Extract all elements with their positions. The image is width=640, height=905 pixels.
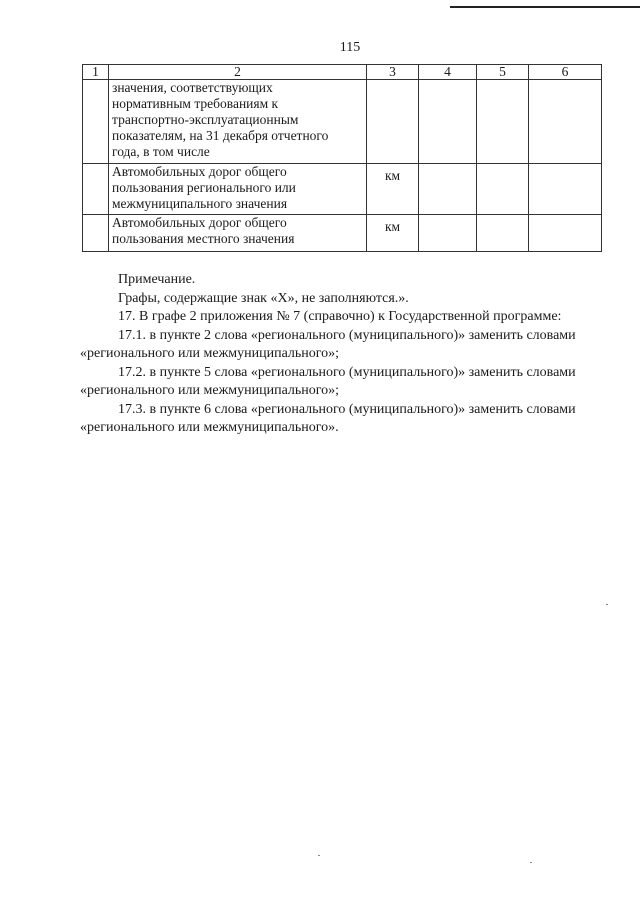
cell-line: года, в том числе <box>112 144 210 159</box>
table-row <box>83 80 602 164</box>
table-cell <box>83 215 109 252</box>
cell-line: Автомобильных дорог общего <box>112 215 287 230</box>
data-table <box>82 64 602 252</box>
table-cell <box>529 215 602 252</box>
note-title: Примечание. <box>118 272 196 287</box>
scan-speck <box>318 855 320 856</box>
table-row <box>83 215 602 252</box>
table-cell <box>367 80 419 164</box>
unit-cell: км <box>367 164 419 215</box>
header-cell: 3 <box>367 65 419 80</box>
table-cell <box>477 164 529 215</box>
table-cell <box>477 80 529 164</box>
table-cell <box>83 164 109 215</box>
table-cell-description <box>109 80 367 164</box>
table-cell <box>529 80 602 164</box>
table-row <box>83 164 602 215</box>
header-cell: 2 <box>109 65 367 80</box>
cell-line: показателям, на 31 декабря отчетного <box>112 128 329 143</box>
scan-speck <box>606 604 608 605</box>
table-cell-description <box>109 215 367 252</box>
table-cell <box>419 80 477 164</box>
paragraph-17-3: 17.3. в пункте 6 слова «регионального (муниципального)» заменить словами «регионального или межмуниципального». <box>80 401 576 435</box>
table-cell <box>477 215 529 252</box>
header-cell: 4 <box>419 65 477 80</box>
paragraph-17-2: 17.2. в пункте 5 слова «регионального (муниципального)» заменить словами «регионального или межмуниципального»; <box>80 364 576 398</box>
cell-line: значения, соответствующих <box>112 80 273 95</box>
table-cell <box>83 80 109 164</box>
note-text: Графы, содержащие знак «Х», не заполняются.». <box>118 290 409 306</box>
cell-line: Автомобильных дорог общего <box>112 164 287 179</box>
table-cell <box>419 215 477 252</box>
table-cell-description <box>109 164 367 215</box>
page-number: 115 <box>339 40 361 55</box>
table-header-row <box>83 65 602 80</box>
header-cell: 1 <box>83 65 109 80</box>
cell-line: транспортно-эксплуатационным <box>112 112 299 127</box>
cell-line: пользования местного значения <box>112 231 295 246</box>
unit-cell: км <box>367 215 419 252</box>
header-cell: 5 <box>477 65 529 80</box>
table-cell <box>529 164 602 215</box>
cell-line: нормативным требованиям к <box>112 96 279 111</box>
header-cell: 6 <box>529 65 602 80</box>
table-cell <box>419 164 477 215</box>
paragraph-17: 17. В графе 2 приложения № 7 (справочно) к Государственной программе: <box>118 309 562 324</box>
paragraph-17-1: 17.1. в пункте 2 слова «регионального (муниципального)» заменить словами «регионального или межмуниципального»; <box>80 327 576 361</box>
top-rule <box>450 6 640 8</box>
scan-speck <box>530 862 532 863</box>
notes-section <box>80 271 610 438</box>
cell-line: межмуниципального значения <box>112 196 288 211</box>
cell-line: пользования регионального или <box>112 180 296 195</box>
